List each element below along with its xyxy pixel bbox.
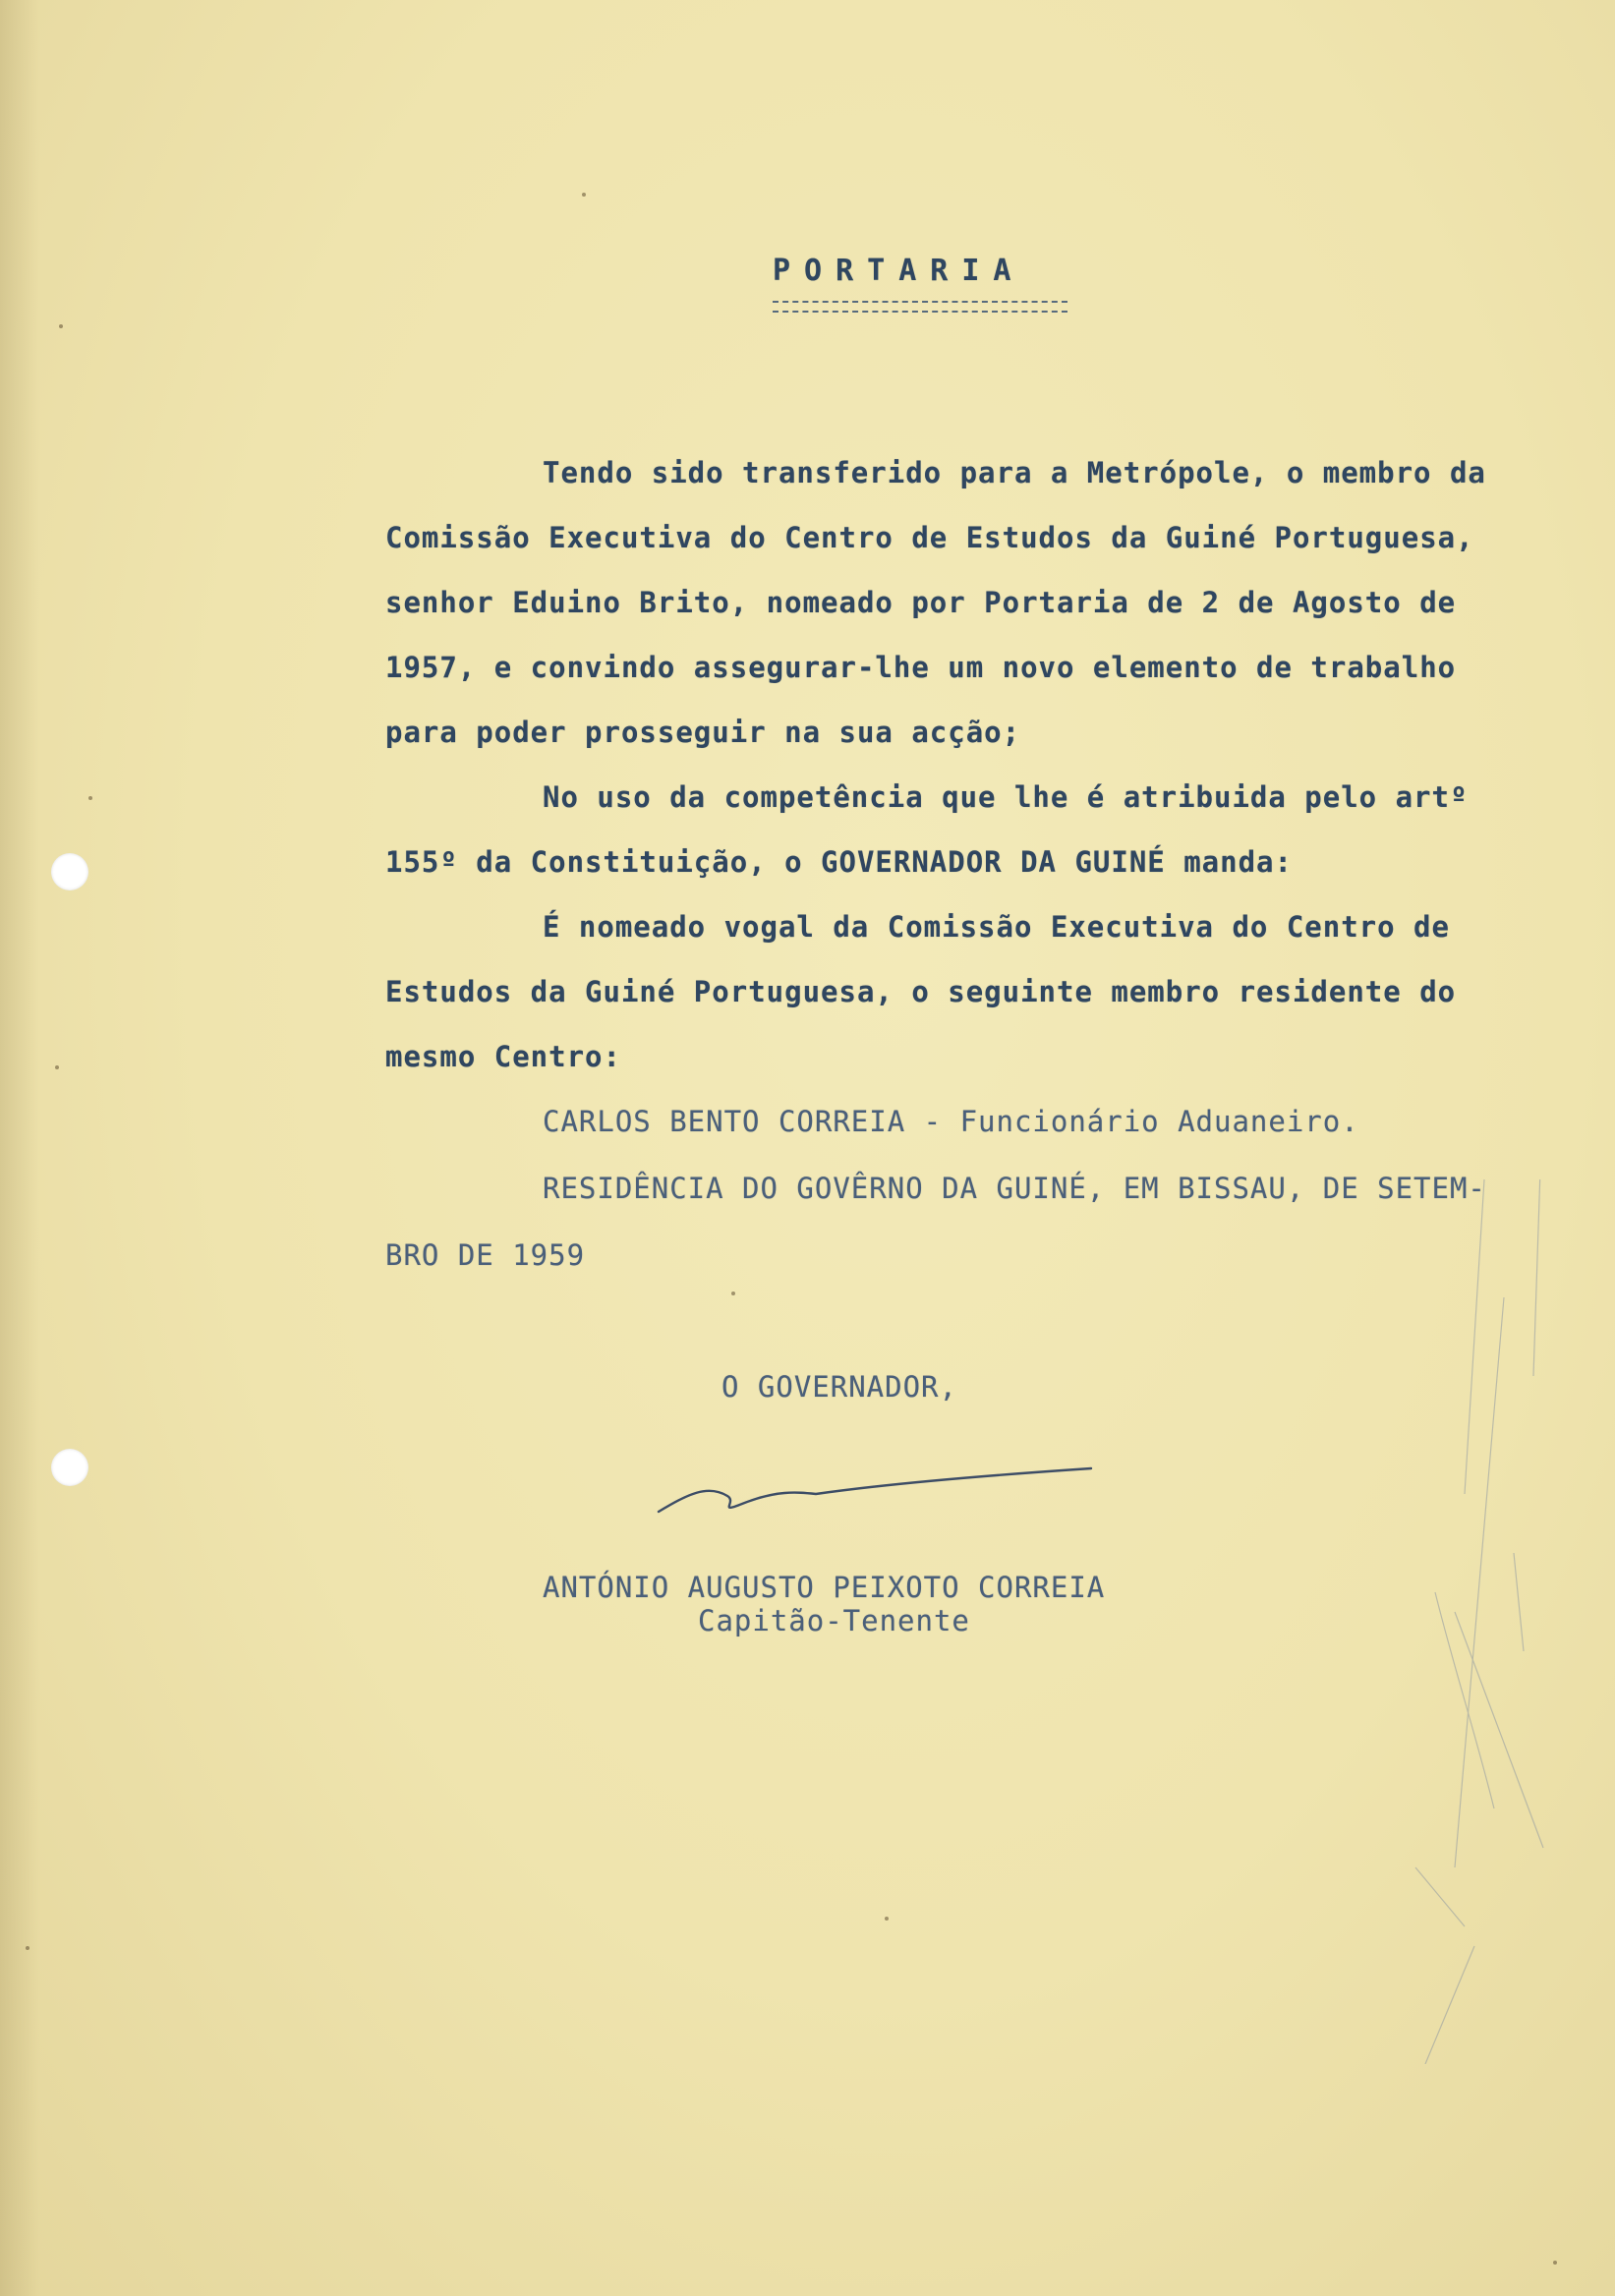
body-line: Comissão Executiva do Centro de Estudos da Guiné Portuguesa, [385,521,1474,554]
place-date-line: RESIDÊNCIA DO GOVÊRNO DA GUINÉ, EM BISSAU, DE SETEM- [543,1172,1486,1205]
place-date-line-cont: BRO DE 1959 [385,1238,586,1272]
paper-speck [26,1946,29,1950]
body-line: 155º da Constituição, o GOVERNADOR DA GUINÉ manda: [385,845,1293,879]
signatory-name: ANTÓNIO AUGUSTO PEIXOTO CORREIA [543,1571,1106,1604]
paper-speck [1553,2261,1557,2265]
paper-speck [55,1065,59,1069]
page-edge-shadow [0,0,39,2296]
paper-speck [885,1917,889,1921]
body-line: senhor Eduino Brito, nomeado por Portaria de 2 de Agosto de [385,586,1457,619]
body-line: No uso da competência que lhe é atribuida pelo artº [543,780,1469,814]
punch-hole-bottom [51,1449,88,1486]
paper-speck [731,1292,735,1295]
body-line: Tendo sido transferido para a Metrópole, o membro da [543,456,1486,489]
signature-scribble [649,1455,1101,1523]
body-line: 1957, e convindo assegurar-lhe um novo elemento de trabalho [385,651,1457,684]
punch-hole-top [51,853,88,890]
paper-speck [59,324,63,328]
paper-speck [582,193,586,197]
title-underline [773,301,1067,313]
body-line: mesmo Centro: [385,1040,621,1073]
body-line: É nomeado vogal da Comissão Executiva do Centro de [543,910,1450,944]
closing-title: O GOVERNADOR, [721,1370,957,1404]
signatory-rank: Capitão-Tenente [698,1604,970,1637]
pencil-marks [1396,1179,1612,2064]
body-line: para poder prosseguir na sua acção; [385,716,1021,749]
appointee-line: CARLOS BENTO CORREIA - Funcionário Aduaneiro. [543,1105,1359,1138]
body-line: Estudos da Guiné Portuguesa, o seguinte membro residente do [385,975,1457,1008]
paper-speck [88,796,92,800]
document-title: PORTARIA [773,254,1025,288]
